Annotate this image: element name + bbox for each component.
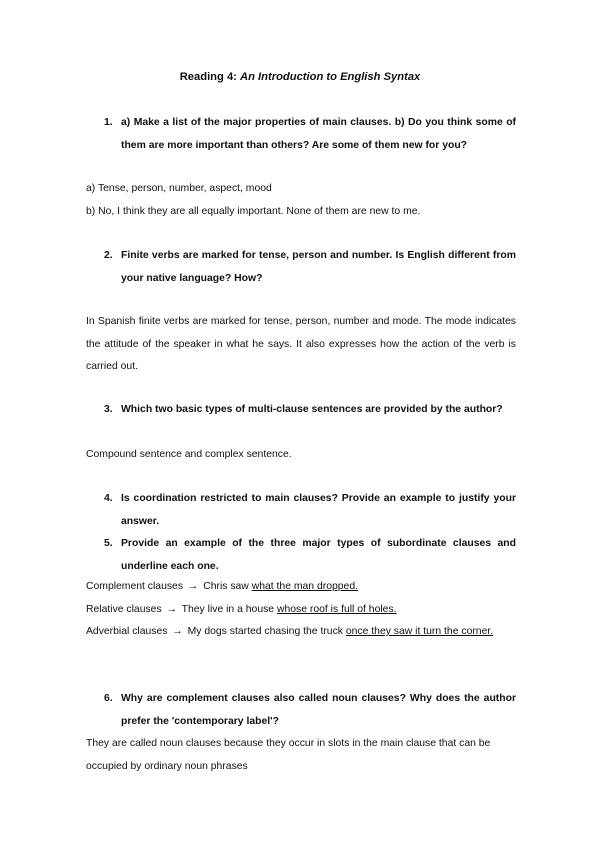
question-text: Finite verbs are marked for tense, person and number. Is English different from your native language? How? (121, 250, 516, 284)
question-text: a) Make a list of the major properties of main clauses. b) Do you think some of them are more important than others? Are some of them new for you? (121, 117, 516, 151)
arrow-icon: → (166, 604, 177, 615)
answer-1a: a) Tense, person, number, aspect, mood (86, 183, 272, 194)
question-number: 6. (104, 693, 113, 704)
answer-5-adverbial (86, 621, 516, 644)
question-4 (104, 488, 516, 533)
question-1 (104, 112, 516, 157)
question-text: Which two basic types of multi-clause sentences are provided by the author? (121, 404, 503, 415)
example-text: Chris saw (203, 581, 252, 592)
question-text: Is coordination restricted to main clauses? Provide an example to justify your answer. (121, 493, 516, 527)
question-6 (104, 688, 516, 733)
question-3 (104, 399, 516, 422)
clause-type-label: Adverbial clauses (86, 626, 168, 637)
answer-5-relative (86, 599, 516, 622)
arrow-icon: → (172, 626, 183, 637)
question-number: 4. (104, 493, 113, 504)
answer-6: They are called noun clauses because they occur in slots in the main clause that can be occupied by ordinary noun phrases (86, 738, 491, 772)
example-text: They live in a house (181, 604, 277, 615)
underlined-clause: what the man dropped. (251, 581, 358, 592)
question-2 (104, 245, 516, 290)
clause-type-label: Complement clauses (86, 581, 184, 592)
title-italic: An Introduction to English Syntax (240, 71, 421, 83)
example-text: My dogs started chasing the truck (187, 626, 346, 637)
answer-3: Compound sentence and complex sentence. (86, 449, 292, 460)
question-number: 1. (104, 117, 113, 128)
question-number: 5. (104, 538, 113, 549)
title-prefix: Reading 4: (179, 71, 237, 83)
question-number: 3. (104, 404, 113, 415)
page-title (0, 71, 600, 83)
question-text: Provide an example of the three major types of subordinate clauses and underline each one. (121, 538, 516, 572)
underlined-clause: once they saw it turn the corner. (345, 626, 494, 637)
arrow-icon: → (187, 581, 199, 592)
question-5 (104, 533, 516, 578)
clause-type-label: Relative clauses (86, 604, 162, 615)
question-text: Why are complement clauses also called noun clauses? Why does the author prefer the 'contemporary label'? (121, 693, 516, 727)
answer-5-complement (86, 576, 516, 599)
underlined-clause: whose roof is full of holes. (276, 604, 397, 615)
answer-1b: b) No, I think they are all equally important. None of them are new to me. (86, 206, 421, 217)
answer-2: In Spanish finite verbs are marked for tense, person, number and mode. The mode indicates the attitude of the speaker in what he says. It also expresses how the action of the verb is carried out. (86, 316, 516, 372)
question-number: 2. (104, 250, 113, 261)
